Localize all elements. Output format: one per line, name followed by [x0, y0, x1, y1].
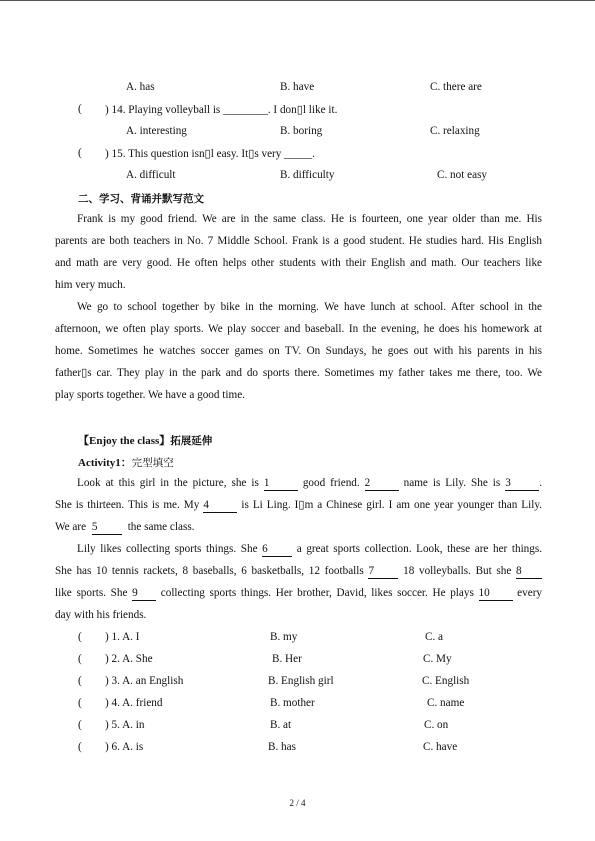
- enjoy-class-heading: [78, 432, 212, 448]
- cloze-text: a great sports collection. Look, these are her things.: [296, 543, 543, 555]
- answer-1-option-c: C. a: [425, 631, 444, 643]
- cloze-text: Lily likes collecting sports things. She: [77, 543, 258, 555]
- answer-6-option-c: C. have: [423, 741, 458, 753]
- q14-paren: (: [78, 103, 82, 115]
- cloze-blank-6[interactable]: 6: [262, 543, 292, 557]
- cloze-text: good friend.: [302, 477, 360, 489]
- answer-4-option-a: ) 4. A. friend: [105, 697, 163, 709]
- answer-1-option-a: ) 1. A. I: [105, 631, 140, 643]
- cloze-text: name is Lily. She is: [403, 477, 501, 489]
- cloze-text: .: [539, 477, 543, 489]
- passage-line: Frank is my good friend. We are in the same class. He is fourteen, one year older than me. His: [77, 213, 542, 225]
- answer-6-paren: (: [78, 741, 82, 753]
- cloze-text: She has 10 tennis rackets, 8 baseballs, 6 basketballs, 12 footballs: [55, 565, 364, 577]
- q15-option-a: A. difficult: [126, 169, 176, 181]
- answer-5-option-a: ) 5. A. in: [105, 719, 145, 731]
- q15-paren: (: [78, 147, 82, 159]
- answer-5-paren: (: [78, 719, 82, 731]
- q15-option-c: C. not easy: [437, 169, 488, 181]
- cloze-line: day with his friends.: [55, 609, 147, 621]
- cloze-text: She is thirteen. This is me. My: [55, 499, 200, 511]
- page-number: 2 / 4: [289, 798, 306, 808]
- cloze-line: [55, 560, 542, 582]
- cloze-text: 18 volleyballs. But she: [403, 565, 512, 577]
- answer-2-option-c: C. My: [423, 653, 452, 665]
- q13-option-c: C. there are: [430, 81, 482, 93]
- q14-option-a: A. interesting: [126, 125, 187, 137]
- cloze-line: [55, 516, 542, 538]
- cloze-blank-4[interactable]: 4: [203, 499, 237, 513]
- answer-2-option-b: B. Her: [272, 653, 302, 665]
- answer-5-option-c: C. on: [424, 719, 449, 731]
- passage-paragraph-1: [55, 208, 542, 296]
- cloze-text: collecting sports things. Her brother, David, likes soccer. He plays: [160, 587, 474, 599]
- cloze-line: [55, 494, 542, 516]
- cloze-text: every: [517, 587, 543, 599]
- passage-line: parents are both teachers in No. 7 Middle School. Frank is a good student. He studies hard. His English: [55, 235, 542, 247]
- q14-option-c: C. relaxing: [430, 125, 480, 137]
- q14-question: ) 14. Playing volleyball is ________. I don▯l like it.: [105, 104, 338, 116]
- cloze-blank-1[interactable]: 1: [264, 477, 298, 491]
- answer-4-option-b: B. mother: [270, 697, 315, 709]
- cloze-line: [55, 472, 542, 494]
- cloze-text: Look at this girl in the picture, she is: [77, 477, 259, 489]
- cloze-blank-8[interactable]: 8: [516, 565, 542, 579]
- cloze-blank-5[interactable]: 5: [92, 521, 122, 535]
- answer-2-paren: (: [78, 653, 82, 665]
- answer-5-option-b: B. at: [270, 719, 292, 731]
- answer-1-paren: (: [78, 631, 82, 643]
- q14-option-b: B. boring: [280, 125, 323, 137]
- cloze-text: is Li Ling. I▯m a Chinese girl. I am one year younger than Lily.: [241, 499, 543, 511]
- answer-3-option-b: B. English girl: [268, 675, 334, 687]
- passage-line: play sports together. We have a good time.: [55, 389, 245, 401]
- passage-line: We go to school together by bike in the morning. We have lunch at school. After school in the: [77, 301, 542, 313]
- cloze-blank-2[interactable]: 2: [365, 477, 399, 491]
- answer-6-option-b: B. has: [268, 741, 296, 753]
- passage-line: home. Sometimes he watches soccer games on TV. On Sundays, he goes out with his parents in his: [55, 345, 542, 357]
- answer-3-paren: (: [78, 675, 82, 687]
- q15-option-b: B. difficulty: [280, 169, 335, 181]
- cloze-blank-9[interactable]: 9: [132, 587, 156, 601]
- enjoy-class-title: 【Enjoy the class】: [78, 435, 171, 447]
- cloze-line: [55, 582, 542, 604]
- cloze-passage: [55, 472, 542, 626]
- cloze-blank-3[interactable]: 3: [505, 477, 539, 491]
- cloze-text: like sports. She: [55, 587, 128, 599]
- q13-option-a: A. has: [126, 81, 155, 93]
- q13-option-b: B. have: [280, 81, 315, 93]
- answer-3-option-c: C. English: [422, 675, 470, 687]
- q15-question: ) 15. This question isn▯l easy. It▯s very _____.: [105, 148, 315, 160]
- passage-line: father▯s car. They play in the park and do sports there. Sometimes my father takes me there, too. We: [55, 367, 542, 379]
- cloze-blank-7[interactable]: 7: [368, 565, 398, 579]
- answer-3-option-a: ) 3. A. an English: [105, 675, 184, 687]
- cloze-text: We are: [55, 521, 87, 533]
- answer-1-option-b: B. my: [270, 631, 298, 643]
- enjoy-class-subtitle: 拓展延伸: [170, 435, 213, 447]
- passage-line: afternoon, we often play sports. We play soccer and baseball. In the evening, he does his homework at: [55, 323, 542, 335]
- answer-4-option-c: C. name: [427, 697, 465, 709]
- activity-type: 完型填空: [131, 457, 174, 469]
- passage-paragraph-2: [55, 296, 542, 406]
- passage-line: and math are very good. He often helps other students with their English and math. Our teachers like: [55, 257, 542, 269]
- answer-6-option-a: ) 6. A. is: [105, 741, 144, 753]
- activity-label: Activity1：: [78, 457, 132, 469]
- cloze-line: [55, 538, 542, 560]
- section-heading: 二、学习、背诵并默写范文: [78, 193, 204, 205]
- top-rule: [0, 0, 595, 1]
- answer-4-paren: (: [78, 697, 82, 709]
- cloze-blank-10[interactable]: 10: [479, 587, 513, 601]
- passage-line: him very much.: [55, 279, 126, 291]
- cloze-text: the same class.: [127, 521, 195, 533]
- answer-2-option-a: ) 2. A. She: [105, 653, 153, 665]
- activity-heading: [78, 454, 174, 470]
